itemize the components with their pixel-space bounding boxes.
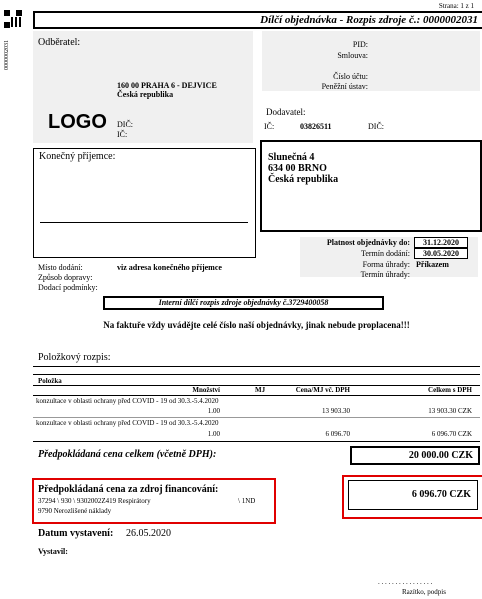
item-price: 13 903.30 [322,407,350,415]
pid-label: PID: [352,40,368,49]
items-header-total: Celkem s DPH [428,386,472,394]
delivery-term-value: 30.05.2020 [414,248,468,259]
page-counter: Strana: 1 z 1 [438,2,474,10]
internal-note: Interní dílčí rozpis zdroje objednávky č.3729400058 [158,298,329,307]
items-title: Položkový rozpis: [38,352,111,363]
items-bottom-line [33,441,480,442]
account-label: Číslo účtu: [333,72,368,81]
item-description: konzultace v oblasti ochrany před COVID - 19 od 30.3.-5.4.2020 [36,419,219,427]
items-header-bottom-line [33,395,480,396]
delivery-term-label: Termín dodání: [361,249,410,258]
payment-term-label: Termín úhrady: [360,270,410,279]
recipient-line [40,222,248,223]
issue-date-value: 26.05.2020 [126,528,171,539]
delivery-method-label: Způsob dopravy: [38,273,93,282]
invoice-note: Na faktuře vždy uvádějte celé číslo naší objednávky, jinak nebude proplacena!!! [103,320,410,330]
row-divider [33,417,480,418]
supplier-ic-value: 03826511 [300,122,332,131]
customer-bank-block [262,31,480,91]
payment-form-label: Forma úhrady: [362,260,410,269]
internal-note-box [103,296,384,310]
signature-dots: . . . . . . . . . . . . . . . . [378,578,433,586]
validity-label: Platnost objednávky do: [326,238,410,247]
customer-ic-label: IČ: [117,130,128,139]
funding-source-line1: 37294 \ 930 \ 9302002Z419 Respirátory [38,497,151,505]
customer-address-line1: 160 00 PRAHA 6 - DEJVICE [117,81,217,90]
supplier-label: Dodavatel: [266,107,306,117]
funding-source-line2: 9790 Nerozlišené náklady [38,507,112,515]
delivery-place-value: viz adresa konečného příjemce [117,263,222,272]
contract-label: Smlouva: [337,51,368,60]
customer-label: Odběratel: [38,37,81,48]
item-price: 6 096.70 [325,430,350,438]
expected-total-label: Předpokládaná cena celkem (včetně DPH): [38,449,217,460]
issued-by-label: Vystavil: [38,547,68,556]
items-top-line [33,374,480,375]
delivery-place-label: Místo dodání: [38,263,83,272]
funding-value-box [348,480,478,510]
customer-dic-label: DIČ: [117,120,133,129]
item-quantity: 1.00 [207,407,220,415]
supplier-address-box [260,140,482,232]
items-divider [33,366,480,367]
item-quantity: 1.00 [207,430,220,438]
item-total: 13 903.30 CZK [428,407,472,415]
supplier-address-line1: Slunečná 4 [268,152,315,163]
funding-source-line1-suffix: \ 1ND [238,497,256,505]
items-header-price: Cena/MJ vč. DPH [295,386,350,394]
supplier-address-line3: Česká republika [268,174,339,185]
issue-date-label: Datum vystavení: [38,528,114,539]
side-code: 0000002031 [4,40,10,70]
supplier-ic-label: IČ: [264,122,275,131]
expected-total-box [350,446,480,465]
payment-form-value: Příkazem [416,260,449,269]
qr-code [4,10,22,28]
header-bar [33,11,482,29]
items-header-item: Položka [38,377,62,385]
recipient-box [33,148,256,258]
item-description: konzultace v oblasti ochrany před COVID - 19 od 30.3.-5.4.2020 [36,397,219,405]
items-header-qty: Množství [192,386,220,394]
delivery-conditions-label: Dodací podmínky: [38,283,98,292]
items-header-unit: MJ [255,386,266,394]
funding-source-label: Předpokládaná cena za zdroj financování: [38,484,219,495]
supplier-address-line2: 634 00 BRNO [268,163,327,174]
supplier-dic-label: DIČ: [368,122,384,131]
item-total: 6 096.70 CZK [431,430,472,438]
customer-address-line2: Česká republika [117,90,174,99]
funding-value: 6 096.70 CZK [411,489,471,500]
signature-label: Razítko, podpis [402,588,446,596]
logo: LOGO [48,111,107,133]
validity-value: 31.12.2020 [414,237,468,248]
bank-label: Peněžní ústav: [321,82,368,91]
expected-total-value: 20 000.00 CZK [408,450,473,461]
recipient-label: Konečný příjemce: [39,151,116,162]
document-title: Dílčí objednávka - Rozpis zdroje č.: 0000002031 [260,14,478,26]
